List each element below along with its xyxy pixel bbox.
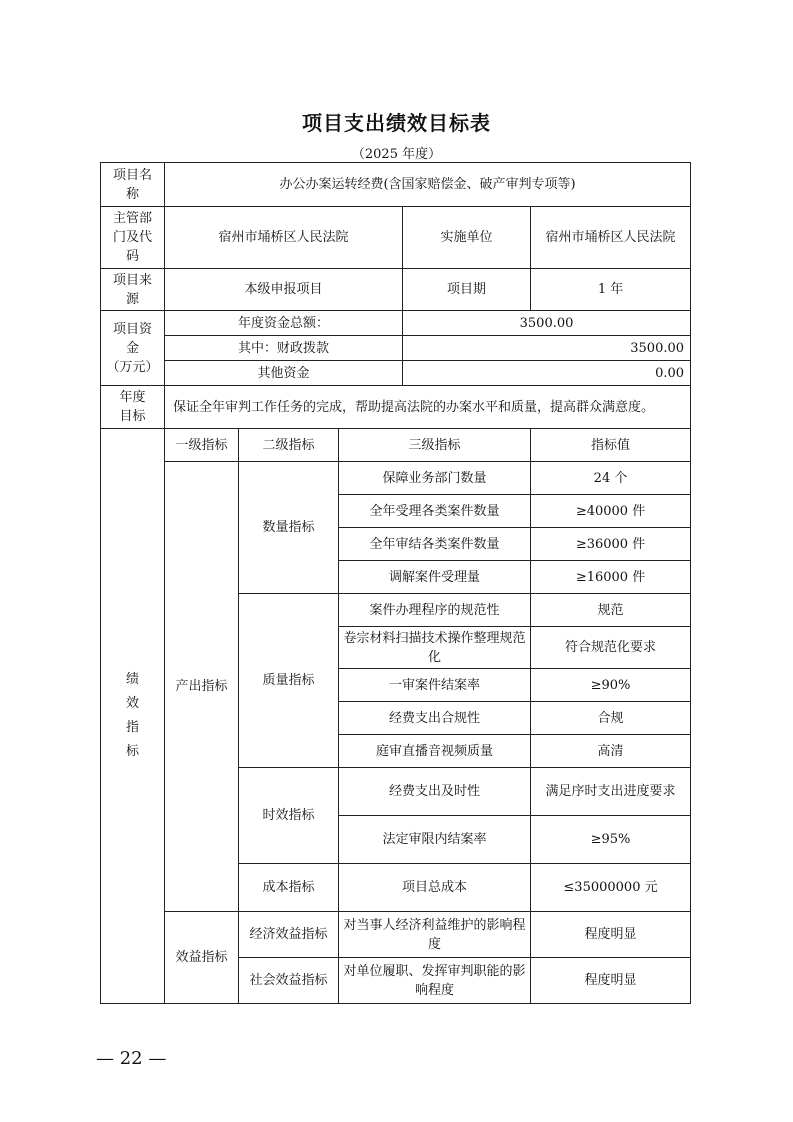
indicator-name: 项目总成本 — [339, 864, 531, 912]
fund-total-label: 年度资金总额： — [165, 311, 403, 336]
indicator-value: 程度明显 — [531, 958, 691, 1004]
quality-indicator: 质量指标 — [239, 594, 339, 768]
indicator-value: 24 个 — [531, 462, 691, 495]
indicator-value: ≥36000 件 — [531, 528, 691, 561]
fiscal-year: （2025 年度） — [351, 147, 442, 162]
fund-finance-label: 其中：财政拨款 — [165, 336, 403, 361]
indicator-name: 保障业务部门数量 — [339, 462, 531, 495]
indicator-value: 符合规范化要求 — [531, 627, 691, 669]
indicator-value: ≥16000 件 — [531, 561, 691, 594]
social-indicator: 社会效益指标 — [239, 958, 339, 1004]
fund-total-value: 3500.00 — [403, 311, 691, 336]
performance-indicator-label: 绩 效 指 标 — [101, 429, 165, 1004]
col-level3-header: 三级指标 — [339, 429, 531, 462]
indicator-value: 规范 — [531, 594, 691, 627]
impl-unit-label: 实施单位 — [403, 207, 531, 269]
indicator-name: 法定审限内结案率 — [339, 816, 531, 864]
indicator-value: ≤35000000 元 — [531, 864, 691, 912]
economic-indicator: 经济效益指标 — [239, 912, 339, 958]
output-indicator: 产出指标 — [165, 462, 239, 912]
benefit-indicator: 效益指标 — [165, 912, 239, 1004]
indicator-name: 经费支出及时性 — [339, 768, 531, 816]
dept-label: 主管部 门及代 码 — [101, 207, 165, 269]
indicator-value: 程度明显 — [531, 912, 691, 958]
performance-target-table — [100, 162, 691, 1004]
indicator-name: 案件办理程序的规范性 — [339, 594, 531, 627]
col-level1-header: 一级指标 — [165, 429, 239, 462]
fund-finance-value: 3500.00 — [403, 336, 691, 361]
fund-label: 项目资 金 （万元） — [101, 311, 165, 386]
indicator-name: 经费支出合规性 — [339, 702, 531, 735]
page-title: 项目支出绩效目标表 — [302, 111, 491, 135]
indicator-name: 调解案件受理量 — [339, 561, 531, 594]
indicator-name: 对当事人经济利益维护的影响程度 — [339, 912, 531, 958]
goal-label: 年度 目标 — [101, 386, 165, 429]
indicator-value: 满足序时支出进度要求 — [531, 768, 691, 816]
indicator-name: 卷宗材料扫描技术操作整理规范化 — [339, 627, 531, 669]
indicator-name: 一审案件结案率 — [339, 669, 531, 702]
source-value: 本级申报项目 — [165, 269, 403, 311]
source-label: 项目来 源 — [101, 269, 165, 311]
quantity-indicator: 数量指标 — [239, 462, 339, 594]
indicator-name: 对单位履职、发挥审判职能的影响程度 — [339, 958, 531, 1004]
indicator-value: 高清 — [531, 735, 691, 768]
dept-value: 宿州市埇桥区人民法院 — [165, 207, 403, 269]
goal-value: 保证全年审判工作任务的完成，帮助提高法院的办案水平和质量，提高群众满意度。 — [165, 386, 691, 429]
impl-unit-value: 宿州市埇桥区人民法院 — [531, 207, 691, 269]
indicator-name: 全年审结各类案件数量 — [339, 528, 531, 561]
indicator-value: ≥90% — [531, 669, 691, 702]
fund-other-value: 0.00 — [403, 361, 691, 386]
page-number: — 22 — — [96, 1048, 167, 1069]
project-name-label: 项目名 称 — [101, 163, 165, 207]
indicator-name: 庭审直播音视频质量 — [339, 735, 531, 768]
period-label: 项目期 — [403, 269, 531, 311]
timeliness-indicator: 时效指标 — [239, 768, 339, 864]
project-name-value: 办公办案运转经费(含国家赔偿金、破产审判专项等) — [165, 163, 691, 207]
indicator-value: ≥95% — [531, 816, 691, 864]
indicator-value: 合规 — [531, 702, 691, 735]
indicator-name: 全年受理各类案件数量 — [339, 495, 531, 528]
col-level2-header: 二级指标 — [239, 429, 339, 462]
col-value-header: 指标值 — [531, 429, 691, 462]
cost-indicator: 成本指标 — [239, 864, 339, 912]
period-value: 1 年 — [531, 269, 691, 311]
fund-other-label: 其他资金 — [165, 361, 403, 386]
indicator-value: ≥40000 件 — [531, 495, 691, 528]
